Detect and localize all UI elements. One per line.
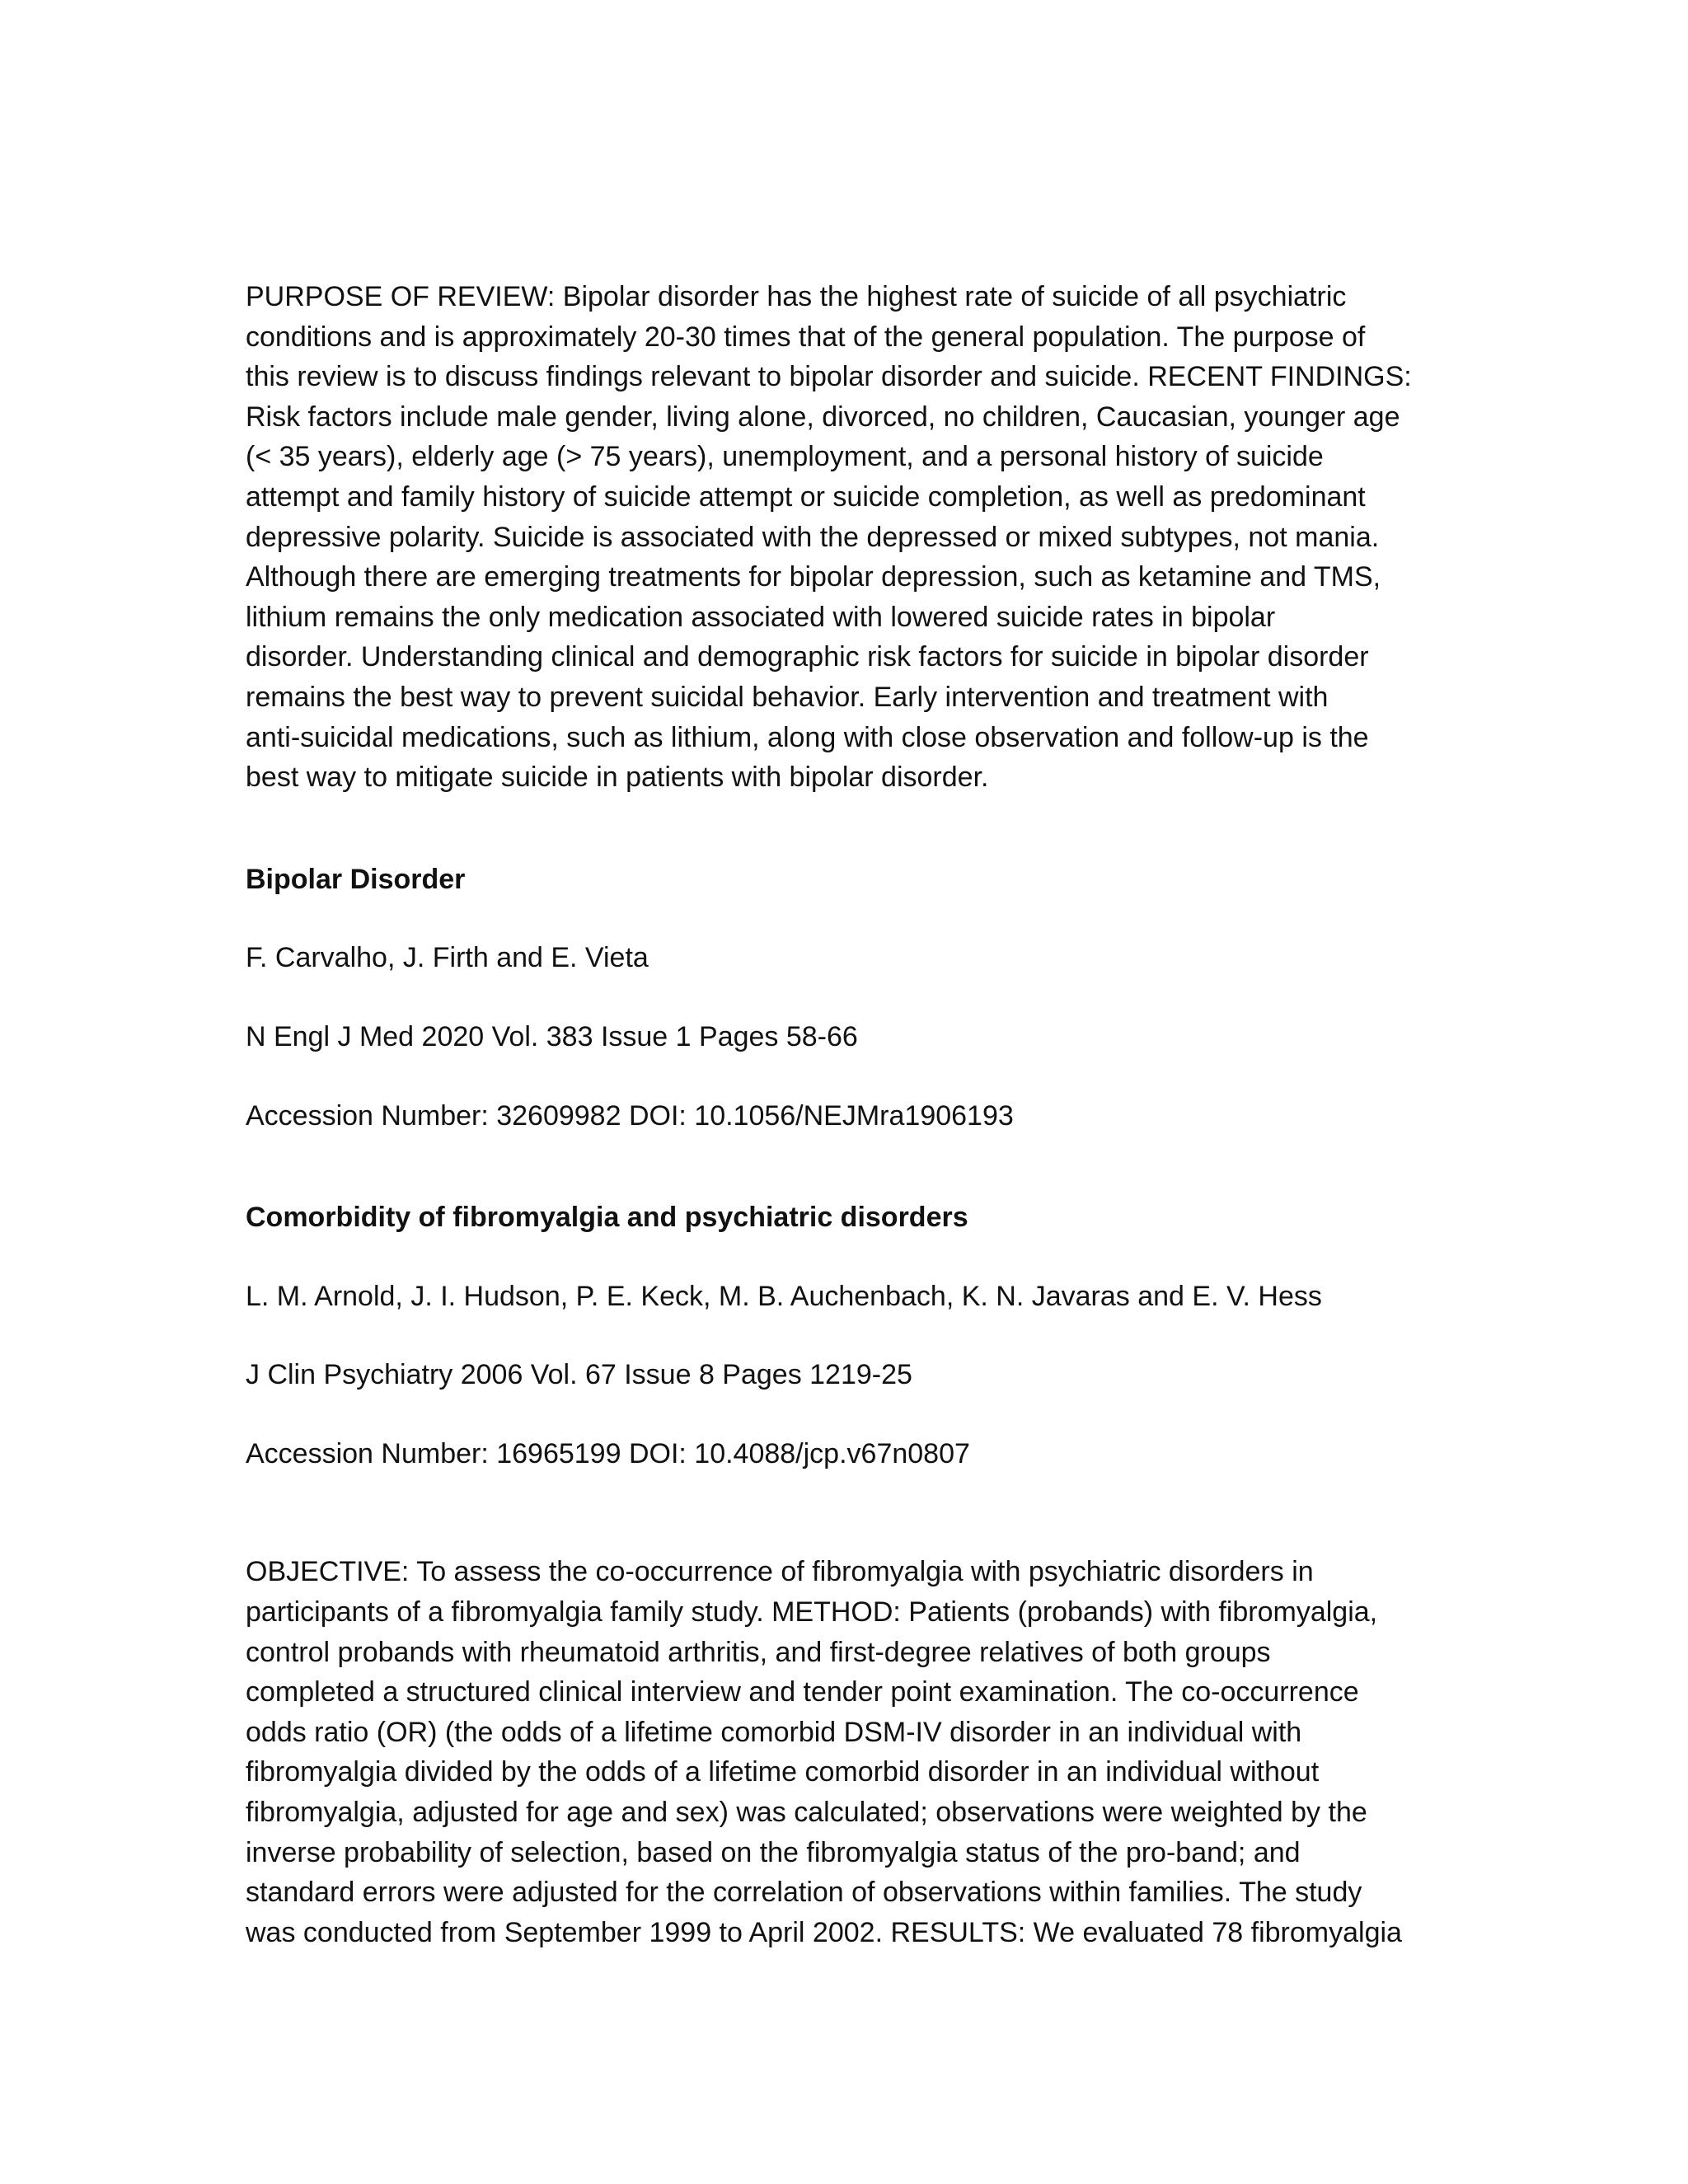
abstract-line: anti-suicidal medications, such as lithium, along with close observation and follow-up is the bbox=[246, 721, 1369, 753]
document-page bbox=[246, 277, 1474, 1952]
reference-citation: N Engl J Med 2020 Vol. 383 Issue 1 Pages 58-66 bbox=[246, 1020, 858, 1052]
abstract-line: inverse probability of selection, based on the fibromyalgia status of the pro-band; and bbox=[246, 1836, 1301, 1868]
abstract-line: odds ratio (OR) (the odds of a lifetime comorbid DSM-IV disorder in an individual with bbox=[246, 1716, 1302, 1748]
abstract-line: OBJECTIVE: To assess the co-occurrence of fibromyalgia with psychiatric disorders in bbox=[246, 1556, 1314, 1588]
abstract-line: attempt and family history of suicide attempt or suicide completion, as well as predominant bbox=[246, 480, 1366, 513]
abstract-line: lithium remains the only medication associated with lowered suicide rates in bipolar bbox=[246, 601, 1276, 633]
abstract-line: fibromyalgia, adjusted for age and sex) was calculated; observations were weighted by the bbox=[246, 1797, 1367, 1829]
reference-authors: L. M. Arnold, J. I. Hudson, P. E. Keck, M. B. Auchenbach, K. N. Javaras and E. V. Hess bbox=[246, 1280, 1322, 1312]
abstract-line: conditions and is approximately 20-30 times that of the general population. The purpose of bbox=[246, 321, 1366, 353]
abstract-line: Although there are emerging treatments for bipolar depression, such as ketamine and TMS, bbox=[246, 561, 1381, 593]
reference-accession: Accession Number: 32609982 DOI: 10.1056/NEJMra1906193 bbox=[246, 1099, 1014, 1132]
abstract-line: best way to mitigate suicide in patients with bipolar disorder. bbox=[246, 762, 989, 794]
abstract-line: depressive polarity. Suicide is associated with the depressed or mixed subtypes, not mania. bbox=[246, 521, 1380, 553]
abstract-line: standard errors were adjusted for the correlation of observations within families. The study bbox=[246, 1877, 1362, 1909]
abstract-bipolar-suicide bbox=[246, 277, 1474, 798]
abstract-fibromyalgia bbox=[246, 1552, 1474, 1952]
reference-title: Bipolar Disorder bbox=[246, 863, 466, 895]
reference-citation: J Clin Psychiatry 2006 Vol. 67 Issue 8 Pages 1219-25 bbox=[246, 1359, 912, 1391]
abstract-line: was conducted from September 1999 to April 2002. RESULTS: We evaluated 78 fibromyalgia bbox=[246, 1916, 1402, 1948]
abstract-line: completed a structured clinical interview and tender point examination. The co-occurrence bbox=[246, 1676, 1359, 1708]
abstract-line: Risk factors include male gender, living alone, divorced, no children, Caucasian, younger age bbox=[246, 401, 1400, 433]
reference-authors: F. Carvalho, J. Firth and E. Vieta bbox=[246, 942, 649, 974]
abstract-line: this review is to discuss findings relevant to bipolar disorder and suicide. RECENT FINDINGS: bbox=[246, 361, 1412, 393]
abstract-line: remains the best way to prevent suicidal behavior. Early intervention and treatment with bbox=[246, 681, 1329, 713]
abstract-line: disorder. Understanding clinical and demographic risk factors for suicide in bipolar disorder bbox=[246, 641, 1369, 673]
reference-title: Comorbidity of fibromyalgia and psychiatric disorders bbox=[246, 1202, 968, 1234]
abstract-line: fibromyalgia divided by the odds of a lifetime comorbid disorder in an individual without bbox=[246, 1756, 1320, 1788]
abstract-line: control probands with rheumatoid arthritis, and first-degree relatives of both groups bbox=[246, 1636, 1271, 1668]
reference-accession: Accession Number: 16965199 DOI: 10.4088/jcp.v67n0807 bbox=[246, 1437, 970, 1469]
abstract-line: PURPOSE OF REVIEW: Bipolar disorder has the highest rate of suicide of all psychiatric bbox=[246, 281, 1347, 312]
abstract-line: (< 35 years), elderly age (> 75 years), unemployment, and a personal history of suicide bbox=[246, 441, 1324, 473]
abstract-line: participants of a fibromyalgia family study. METHOD: Patients (probands) with fibromyalgia, bbox=[246, 1596, 1378, 1629]
